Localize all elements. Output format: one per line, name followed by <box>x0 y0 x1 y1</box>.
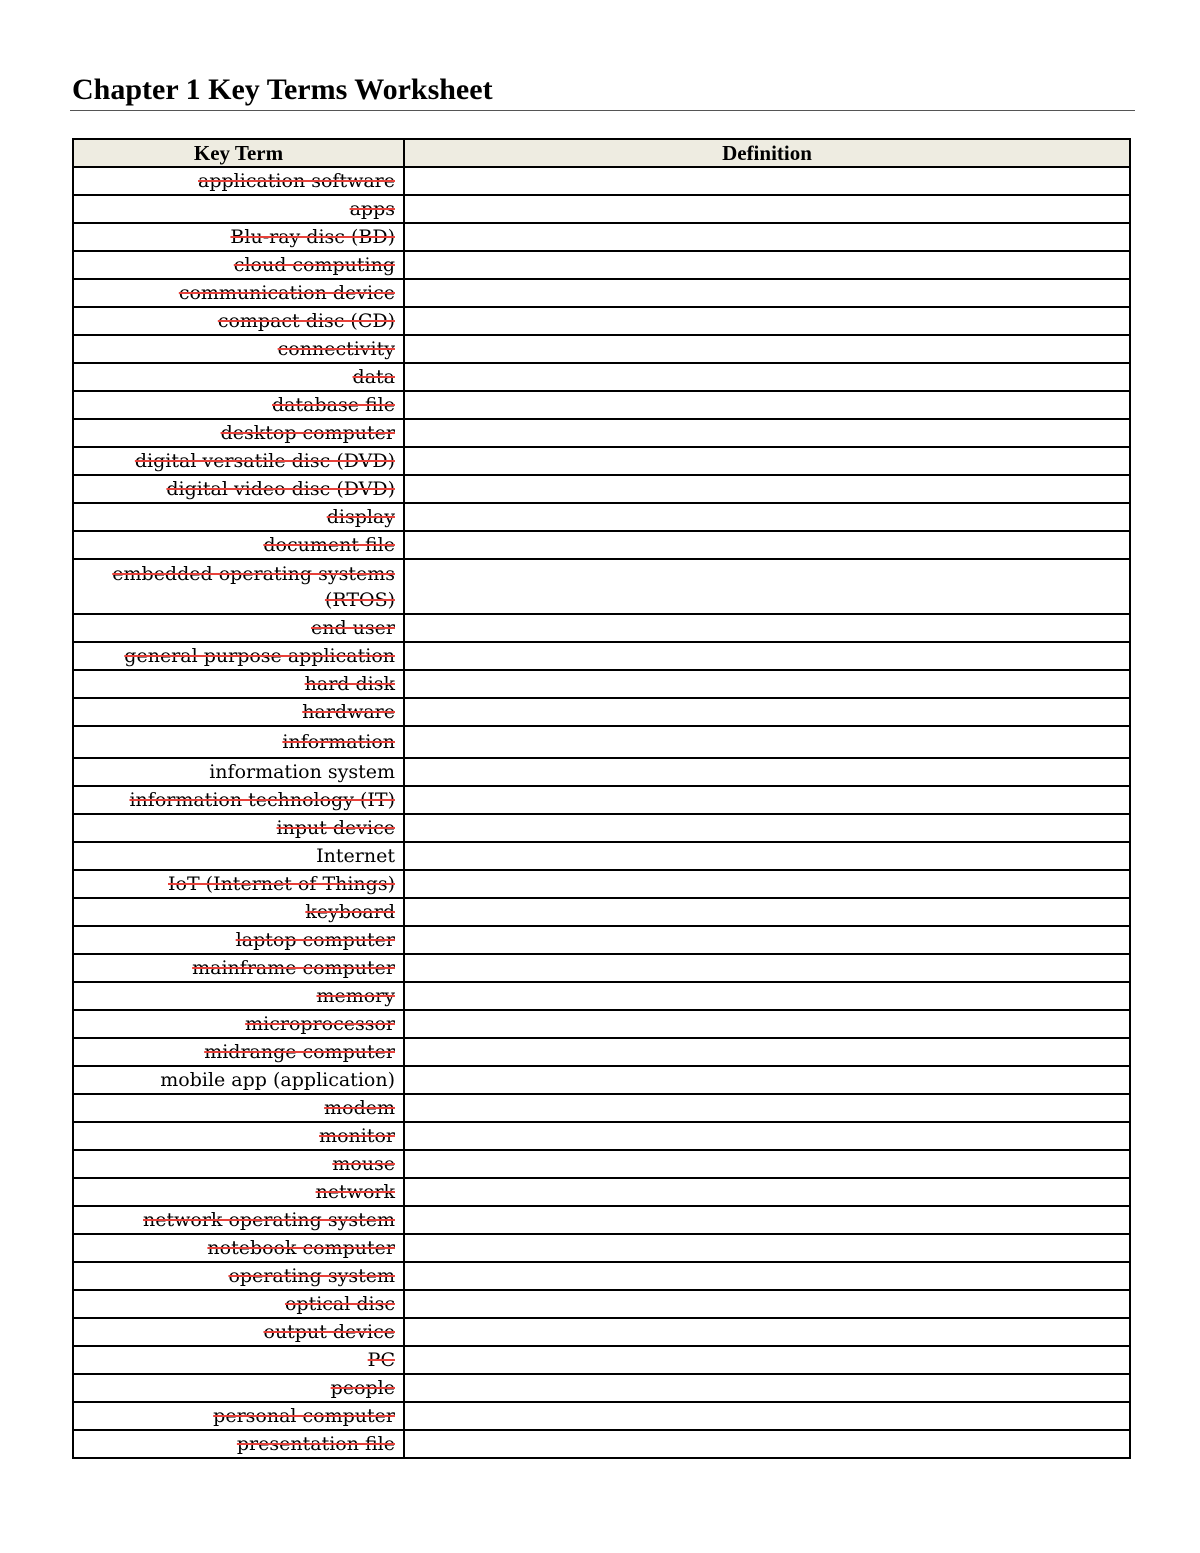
table-row <box>73 954 1130 982</box>
definition-cell[interactable] <box>404 1178 1130 1206</box>
table-row <box>73 1402 1130 1430</box>
table-row <box>73 698 1130 726</box>
key-term-text: people <box>330 1377 395 1399</box>
definition-cell[interactable] <box>404 559 1130 614</box>
table-row <box>73 642 1130 670</box>
key-term-text: presentation file <box>236 1433 395 1455</box>
table-row <box>73 1094 1130 1122</box>
definition-cell[interactable] <box>404 1234 1130 1262</box>
key-term-cell <box>73 926 404 954</box>
table-row <box>73 1178 1130 1206</box>
key-term-cell <box>73 335 404 363</box>
key-term-cell <box>73 363 404 391</box>
key-term-cell <box>73 559 404 614</box>
key-term-text: notebook computer <box>207 1237 395 1259</box>
definition-column-header: Definition <box>404 139 1130 167</box>
table-row <box>73 531 1130 559</box>
key-term-text: hardware <box>302 701 395 723</box>
definition-cell[interactable] <box>404 1038 1130 1066</box>
table-row <box>73 307 1130 335</box>
key-term-text: information system <box>209 761 395 783</box>
key-term-text: connectivity <box>277 338 395 360</box>
key-term-text: microprocessor <box>245 1013 395 1035</box>
definition-cell[interactable] <box>404 1262 1130 1290</box>
table-row <box>73 475 1130 503</box>
definition-cell[interactable] <box>404 335 1130 363</box>
definition-cell[interactable] <box>404 1206 1130 1234</box>
definition-cell[interactable] <box>404 982 1130 1010</box>
key-term-cell <box>73 1038 404 1066</box>
table-row <box>73 559 1130 614</box>
key-term-text: data <box>352 366 395 388</box>
key-term-cell <box>73 1150 404 1178</box>
table-row <box>73 1262 1130 1290</box>
table-row <box>73 1290 1130 1318</box>
key-term-text: mobile app (application) <box>160 1069 395 1091</box>
definition-cell[interactable] <box>404 195 1130 223</box>
key-term-cell <box>73 870 404 898</box>
table-row <box>73 898 1130 926</box>
definition-cell[interactable] <box>404 1066 1130 1094</box>
key-term-text: document file <box>263 534 395 556</box>
definition-cell[interactable] <box>404 1010 1130 1038</box>
key-term-cell <box>73 1402 404 1430</box>
table-row <box>73 1206 1130 1234</box>
key-term-cell <box>73 1206 404 1234</box>
key-term-cell <box>73 670 404 698</box>
key-term-text: apps <box>349 198 395 220</box>
key-term-text: modem <box>324 1097 395 1119</box>
key-terms-table <box>72 138 1131 1459</box>
table-row <box>73 1066 1130 1094</box>
key-term-cell <box>73 842 404 870</box>
key-term-text: output device <box>263 1321 395 1343</box>
table-row <box>73 786 1130 814</box>
definition-cell[interactable] <box>404 531 1130 559</box>
definition-cell[interactable] <box>404 1122 1130 1150</box>
definition-cell[interactable] <box>404 898 1130 926</box>
table-row <box>73 419 1130 447</box>
table-row <box>73 670 1130 698</box>
key-term-cell <box>73 1346 404 1374</box>
definition-cell[interactable] <box>404 307 1130 335</box>
key-term-cell <box>73 642 404 670</box>
key-term-cell <box>73 167 404 195</box>
definition-cell[interactable] <box>404 503 1130 531</box>
key-term-text: compact disc (CD) <box>217 310 395 332</box>
definition-cell[interactable] <box>404 758 1130 786</box>
definition-cell[interactable] <box>404 1374 1130 1402</box>
key-term-cell <box>73 447 404 475</box>
table-row <box>73 335 1130 363</box>
definition-cell[interactable] <box>404 279 1130 307</box>
table-row <box>73 926 1130 954</box>
definition-cell[interactable] <box>404 614 1130 642</box>
table-row <box>73 195 1130 223</box>
key-term-text: memory <box>316 985 395 1007</box>
key-term-text: general purpose application <box>124 645 395 667</box>
table-row <box>73 842 1130 870</box>
definition-cell[interactable] <box>404 842 1130 870</box>
key-term-cell <box>73 223 404 251</box>
table-row <box>73 279 1130 307</box>
key-term-text: communication device <box>178 282 395 304</box>
key-term-cell <box>73 307 404 335</box>
table-row <box>73 758 1130 786</box>
key-term-text: information technology (IT) <box>129 789 395 811</box>
definition-cell[interactable] <box>404 475 1130 503</box>
key-term-text: operating system <box>228 1265 395 1287</box>
key-term-text: network <box>315 1181 395 1203</box>
definition-cell[interactable] <box>404 391 1130 419</box>
key-terms-body <box>73 167 1130 1458</box>
key-term-text: mainframe computer <box>192 957 395 979</box>
key-term-cell <box>73 1374 404 1402</box>
key-term-text: cloud computing <box>233 254 395 276</box>
table-row <box>73 363 1130 391</box>
key-term-cell <box>73 1066 404 1094</box>
key-term-text: input device <box>276 817 395 839</box>
table-row <box>73 1374 1130 1402</box>
definition-cell[interactable] <box>404 786 1130 814</box>
key-term-text: end user <box>311 617 395 639</box>
table-row <box>73 1038 1130 1066</box>
key-term-text: Blu-ray disc (BD) <box>230 226 395 248</box>
key-term-text: hard disk <box>304 673 395 695</box>
key-term-cell <box>73 614 404 642</box>
key-term-cell <box>73 1094 404 1122</box>
key-term-cell <box>73 1010 404 1038</box>
table-row <box>73 251 1130 279</box>
key-term-cell <box>73 758 404 786</box>
key-term-text: display <box>326 506 395 528</box>
key-term-cell <box>73 475 404 503</box>
definition-cell[interactable] <box>404 726 1130 758</box>
key-term-text: keyboard <box>305 901 395 923</box>
table-row <box>73 447 1130 475</box>
definition-cell[interactable] <box>404 251 1130 279</box>
definition-cell[interactable] <box>404 1318 1130 1346</box>
key-term-text: optical disc <box>284 1293 395 1315</box>
table-row <box>73 223 1130 251</box>
key-term-text: Internet <box>316 845 395 867</box>
key-term-text: network operating system <box>143 1209 395 1231</box>
definition-cell[interactable] <box>404 223 1130 251</box>
key-term-text: personal computer <box>213 1405 395 1427</box>
definition-cell[interactable] <box>404 363 1130 391</box>
table-row <box>73 1234 1130 1262</box>
definition-cell[interactable] <box>404 814 1130 842</box>
key-term-cell <box>73 531 404 559</box>
table-row <box>73 982 1130 1010</box>
key-term-cell <box>73 279 404 307</box>
key-term-text: application software <box>198 170 395 192</box>
table-row <box>73 391 1130 419</box>
definition-cell[interactable] <box>404 1402 1130 1430</box>
key-term-cell <box>73 1430 404 1458</box>
key-term-text: digital versatile disc (DVD) <box>134 450 395 472</box>
definition-cell[interactable] <box>404 1346 1130 1374</box>
definition-cell[interactable] <box>404 870 1130 898</box>
key-term-text: embedded operating systems (RTOS) <box>112 562 395 611</box>
key-term-cell <box>73 1318 404 1346</box>
definition-cell[interactable] <box>404 447 1130 475</box>
key-term-text: PC <box>367 1349 395 1371</box>
key-term-cell <box>73 251 404 279</box>
definition-cell[interactable] <box>404 167 1130 195</box>
key-term-cell <box>73 982 404 1010</box>
page-title: Chapter 1 Key Terms Worksheet <box>72 73 493 106</box>
definition-cell[interactable] <box>404 698 1130 726</box>
key-term-cell <box>73 954 404 982</box>
table-row <box>73 167 1130 195</box>
key-term-cell <box>73 391 404 419</box>
definition-cell[interactable] <box>404 642 1130 670</box>
definition-cell[interactable] <box>404 1290 1130 1318</box>
key-term-text: mouse <box>332 1153 395 1175</box>
key-term-column-header: Key Term <box>73 139 404 167</box>
key-term-cell <box>73 726 404 758</box>
key-term-text: desktop computer <box>220 422 395 444</box>
definition-cell[interactable] <box>404 1094 1130 1122</box>
title-divider <box>70 110 1135 111</box>
table-row <box>73 726 1130 758</box>
key-term-cell <box>73 698 404 726</box>
definition-cell[interactable] <box>404 670 1130 698</box>
key-term-text: information <box>282 731 395 753</box>
key-term-text: database file <box>272 394 395 416</box>
table-row <box>73 1150 1130 1178</box>
table-row <box>73 814 1130 842</box>
key-term-cell <box>73 814 404 842</box>
table-header-row <box>73 139 1130 167</box>
key-term-cell <box>73 503 404 531</box>
key-term-text: monitor <box>319 1125 395 1147</box>
definition-cell[interactable] <box>404 1430 1130 1458</box>
key-term-cell <box>73 1290 404 1318</box>
table-row <box>73 1318 1130 1346</box>
key-term-cell <box>73 898 404 926</box>
key-term-cell <box>73 419 404 447</box>
key-term-text: IoT (Internet of Things) <box>168 873 395 895</box>
definition-cell[interactable] <box>404 954 1130 982</box>
key-term-cell <box>73 786 404 814</box>
key-term-cell <box>73 195 404 223</box>
key-term-text: laptop computer <box>235 929 395 951</box>
table-row <box>73 614 1130 642</box>
definition-cell[interactable] <box>404 419 1130 447</box>
definition-cell[interactable] <box>404 1150 1130 1178</box>
table-row <box>73 1010 1130 1038</box>
key-term-text: midrange computer <box>204 1041 395 1063</box>
table-row <box>73 870 1130 898</box>
key-term-cell <box>73 1234 404 1262</box>
table-row <box>73 1346 1130 1374</box>
key-term-cell <box>73 1122 404 1150</box>
key-term-cell <box>73 1178 404 1206</box>
definition-cell[interactable] <box>404 926 1130 954</box>
key-term-text: digital video disc (DVD) <box>166 478 395 500</box>
table-row <box>73 503 1130 531</box>
table-row <box>73 1430 1130 1458</box>
key-term-cell <box>73 1262 404 1290</box>
table-row <box>73 1122 1130 1150</box>
